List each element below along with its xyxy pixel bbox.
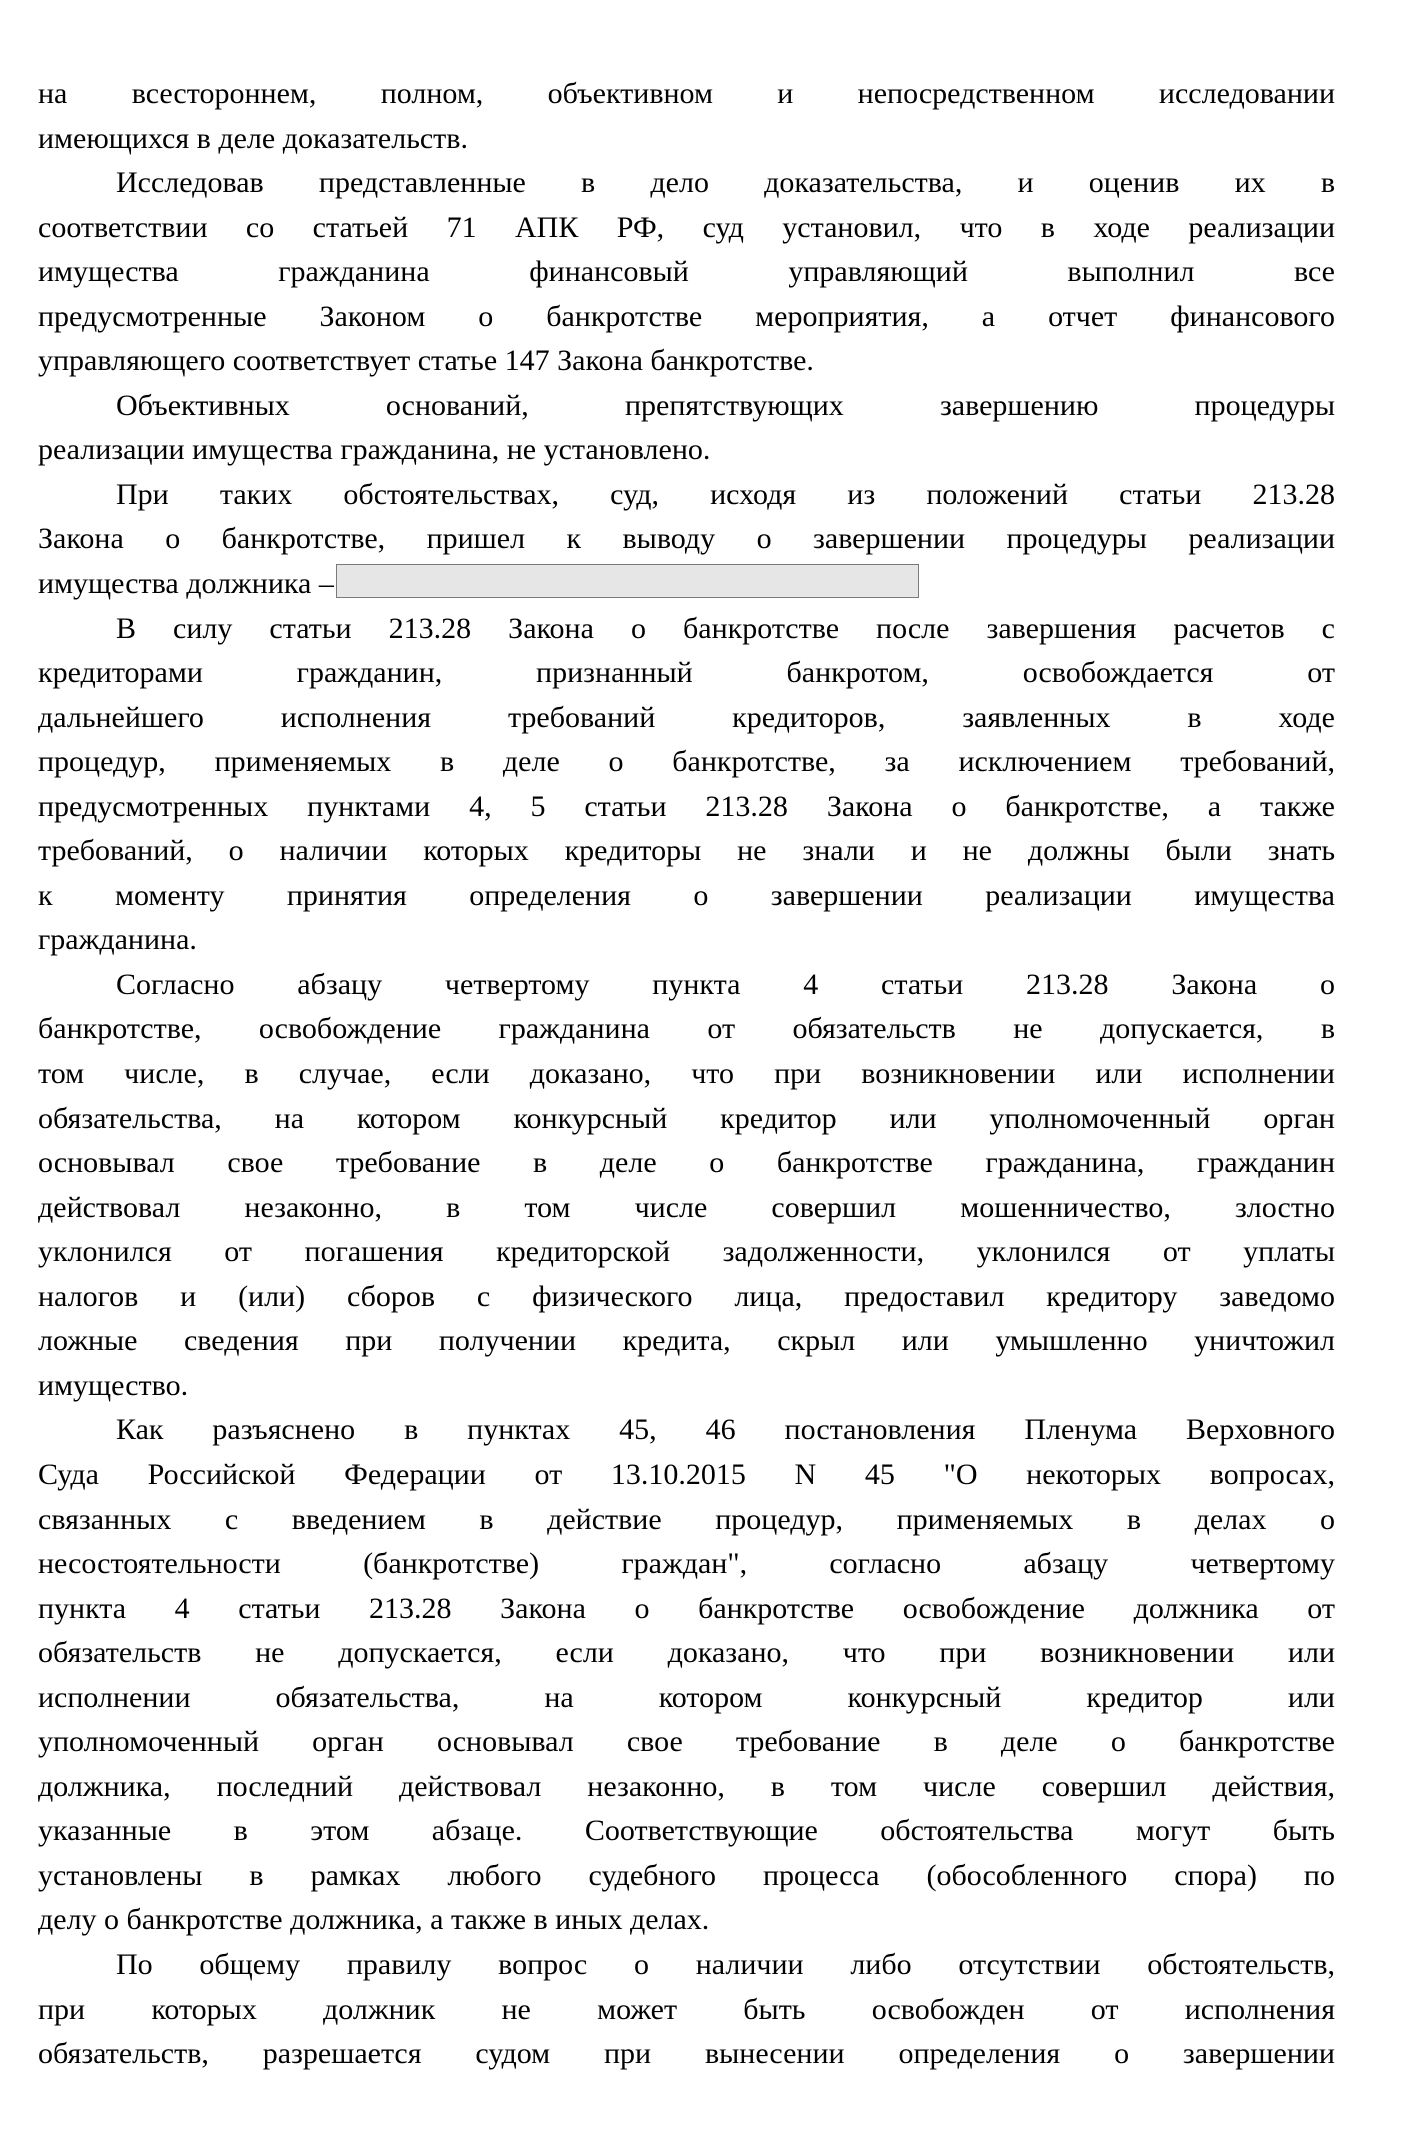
text-line: указанные в этом абзаце. Соответствующие обстоятельства могут быть — [38, 1814, 1335, 1848]
text-line: имущества гражданина финансовый управляющий выполнил все — [38, 255, 1335, 289]
text-line: обязательств, разрешается судом при вынесении определения о завершении — [38, 2037, 1335, 2071]
text-line: гражданина. — [38, 923, 197, 957]
text-line: соответствии со статьей 71 АПК РФ, суд установил, что в ходе реализации — [38, 210, 1335, 244]
document-page — [38, 72, 1335, 2077]
text-line: Суда Российской Федерации от 13.10.2015 N 45 "О некоторых вопросах, — [38, 1457, 1335, 1491]
text-line: кредиторами гражданин, признанный банкротом, освобождается от — [38, 656, 1335, 690]
text-line: том числе, в случае, если доказано, что при возникновении или исполнении — [38, 1057, 1335, 1091]
paragraph-court-findings — [38, 161, 1335, 384]
paragraph-no-obstacles — [38, 384, 1335, 473]
text-line: В силу статьи 213.28 Закона о банкротстве после завершения расчетов с — [116, 611, 1335, 645]
text-line: реализации имущества гражданина, не установлено. — [38, 433, 711, 467]
text-line: должника, последний действовал незаконно, в том числе совершил действия, — [38, 1769, 1335, 1803]
text-line: обязательства, на котором конкурсный кредитор или уполномоченный орган — [38, 1101, 1335, 1135]
text-line: к моменту принятия определения о завершении реализации имущества — [38, 878, 1335, 912]
text-line: обязательств не допускается, если доказано, что при возникновении или — [38, 1636, 1335, 1670]
text-line: При таких обстоятельствах, суд, исходя из положений статьи 213.28 — [116, 477, 1335, 511]
text-line: связанных с введением в действие процедур, применяемых в делах о — [38, 1502, 1335, 1536]
text-line: уклонился от погашения кредиторской задолженности, уклонился от уплаты — [38, 1235, 1335, 1269]
text-line: имеющихся в деле доказательств. — [38, 121, 468, 155]
text-line: налогов и (или) сборов с физического лица, предоставил кредитору заведомо — [38, 1279, 1335, 1313]
text-line: предусмотренных пунктами 4, 5 статьи 213.28 Закона о банкротстве, а также — [38, 789, 1335, 823]
text-line: делу о банкротстве должника, а также в иных делах. — [38, 1903, 710, 1937]
text-line: исполнении обязательства, на котором конкурсный кредитор или — [38, 1680, 1335, 1714]
paragraph-exceptions — [38, 963, 1335, 1408]
text-line: Как разъяснено в пунктах 45, 46 постановления Пленума Верховного — [116, 1413, 1335, 1447]
text-line: Закона о банкротстве, пришел к выводу о завершении процедуры реализации — [38, 522, 1335, 556]
text-line: предусмотренные Законом о банкротстве мероприятия, а отчет финансового — [38, 299, 1335, 333]
text-line: Согласно абзацу четвертому пункта 4 статьи 213.28 Закона о — [116, 967, 1335, 1001]
paragraph-conclusion — [38, 473, 1335, 607]
text-line: требований, о наличии которых кредиторы не знали и не должны были знать — [38, 834, 1335, 868]
paragraph-release-from-obligations — [38, 607, 1335, 963]
text-line: пункта 4 статьи 213.28 Закона о банкротстве освобождение должника от — [38, 1591, 1335, 1625]
text-line: Объективных оснований, препятствующих завершению процедуры — [116, 388, 1335, 422]
text-line: на всестороннем, полном, объективном и непосредственном исследовании — [38, 77, 1335, 110]
text-line: имущество. — [38, 1368, 189, 1402]
text-line: управляющего соответствует статье 147 Закона банкротстве. — [38, 344, 814, 378]
text-line: дальнейшего исполнения требований кредиторов, заявленных в ходе — [38, 700, 1335, 734]
text-line: несостоятельности (банкротстве) граждан", согласно абзацу четвертому — [38, 1547, 1335, 1581]
text-line: ложные сведения при получении кредита, скрыл или умышленно уничтожил — [38, 1324, 1335, 1358]
text-line: процедур, применяемых в деле о банкротстве, за исключением требований, — [38, 745, 1335, 779]
text-line: при которых должник не может быть освобожден от исполнения — [38, 1992, 1335, 2026]
text-line: Исследовав представленные в дело доказательства, и оценив их в — [116, 166, 1335, 200]
text-line: действовал незаконно, в том числе совершил мошенничество, злостно — [38, 1190, 1335, 1224]
paragraph-evidence-basis — [38, 72, 1335, 161]
text-line: По общему правилу вопрос о наличии либо отсутствии обстоятельств, — [116, 1947, 1335, 1981]
paragraph-plenum-clarification — [38, 1408, 1335, 1943]
text-line: установлены в рамках любого судебного процесса (обособленного спора) по — [38, 1858, 1335, 1892]
text-line: уполномоченный орган основывал свое требование в деле о банкротстве — [38, 1725, 1335, 1759]
text-line: основывал свое требование в деле о банкротстве гражданина, гражданин — [38, 1146, 1335, 1180]
text-line-with-redaction — [38, 562, 1335, 607]
debtor-label: имущества должника – — [38, 567, 334, 601]
paragraph-general-rule — [38, 1943, 1335, 2077]
text-line: банкротстве, освобождение гражданина от обязательств не допускается, в — [38, 1012, 1335, 1046]
redacted-debtor-name — [336, 564, 919, 598]
